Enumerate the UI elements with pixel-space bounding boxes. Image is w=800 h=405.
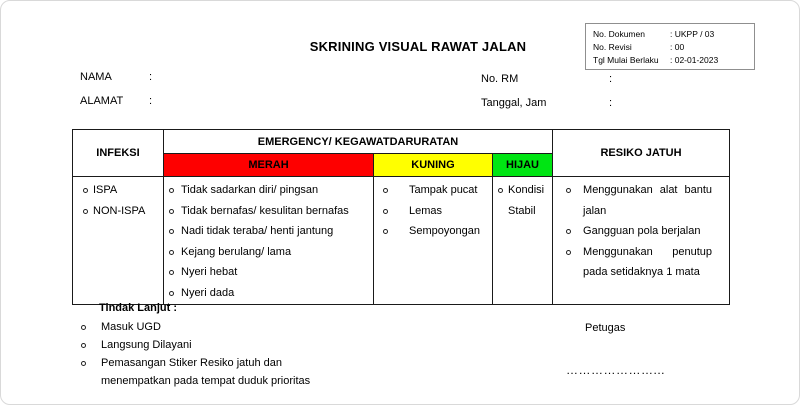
tindak-lanjut-list (81, 318, 401, 390)
checkbox-option (383, 180, 489, 201)
option-label: Menggunakan penutup pada setidaknya 1 mata (583, 245, 713, 279)
circle-bullet-icon (169, 250, 174, 255)
infeksi-options-cell (73, 177, 164, 305)
petugas-label: Petugas (585, 322, 626, 334)
option-label: Tidak sadarkan diri/ pingsan (181, 184, 319, 196)
screening-table (72, 129, 730, 305)
circle-bullet-icon (83, 188, 88, 193)
form-title: SKRINING VISUAL RAWAT JALAN (309, 39, 527, 54)
medical-record-label: No. RM (481, 73, 519, 85)
circle-bullet-icon (81, 361, 86, 366)
checkbox-option (81, 336, 401, 354)
option-label: Kejang berulang/ lama (181, 245, 292, 258)
doc-number-label: No. Dokumen (593, 29, 645, 39)
option-label: Kondisi Stabil (508, 184, 545, 217)
circle-bullet-icon (498, 188, 503, 193)
option-label: Masuk UGD (101, 321, 161, 333)
option-label: Pemasangan Stiker Resiko jatuh dan (101, 357, 282, 369)
kuning-options-cell (374, 177, 493, 305)
circle-bullet-icon (169, 209, 174, 214)
doc-info-row (593, 54, 748, 67)
checkbox-option (169, 201, 370, 222)
name-field (80, 71, 152, 83)
checkbox-option (81, 354, 401, 372)
effective-date-value: : 02-01-2023 (670, 54, 719, 65)
merah-options-cell (164, 177, 374, 305)
circle-bullet-icon (169, 291, 174, 296)
option-label: Lemas (409, 204, 443, 217)
option-label: Tampak pucat (409, 184, 478, 196)
checkbox-option (169, 221, 370, 242)
header-kuning: KUNING (374, 154, 493, 177)
checkbox-option (169, 262, 370, 283)
checkbox-option (169, 242, 370, 263)
checkbox-option (383, 221, 489, 242)
resiko-jatuh-options-cell (553, 177, 730, 305)
checkbox-option (383, 201, 489, 222)
circle-bullet-icon (566, 250, 571, 255)
circle-bullet-icon (383, 209, 388, 214)
option-label: ISPA (93, 184, 118, 196)
date-time-label: Tanggal, Jam (481, 97, 547, 109)
circle-bullet-icon (81, 325, 86, 330)
name-label: NAMA (80, 71, 112, 83)
checkbox-option (83, 201, 160, 222)
circle-bullet-icon (383, 188, 388, 193)
circle-bullet-icon (383, 229, 388, 234)
medical-record-field (481, 73, 612, 85)
option-label: Nyeri hebat (181, 266, 238, 279)
hijau-options-cell (493, 177, 553, 305)
signature-dotted-line: …………………... (566, 363, 666, 377)
header-infeksi: INFEKSI (73, 130, 164, 177)
checkbox-option (566, 180, 712, 221)
header-resiko-jatuh: RESIKO JATUH (553, 130, 730, 177)
circle-bullet-icon (566, 229, 571, 234)
header-merah: MERAH (164, 154, 374, 177)
checkbox-option (566, 242, 712, 283)
revision-number-value: : 00 (670, 41, 685, 52)
option-label: Sempoyongan (409, 225, 480, 238)
circle-bullet-icon (169, 229, 174, 234)
option-label: Nyeri dada (181, 286, 235, 299)
circle-bullet-icon (83, 209, 88, 214)
option-label: Gangguan pola berjalan (583, 225, 701, 238)
address-colon: : (149, 95, 153, 107)
revision-number-label: No. Revisi (593, 41, 632, 52)
address-label: ALAMAT (80, 95, 124, 107)
option-label: Langsung Dilayani (101, 339, 192, 351)
circle-bullet-icon (169, 188, 174, 193)
checkbox-option (169, 283, 370, 304)
header-hijau: HIJAU (493, 154, 553, 177)
header-emergency: EMERGENCY/ KEGAWATDARURATAN (164, 130, 553, 154)
circle-bullet-icon (566, 188, 571, 193)
checkbox-option (81, 318, 401, 336)
option-label: Tidak bernafas/ kesulitan bernafas (181, 204, 349, 217)
circle-bullet-icon (169, 270, 174, 275)
checkbox-option (169, 180, 370, 201)
date-time-field (481, 97, 612, 109)
checkbox-option (566, 221, 712, 242)
name-colon: : (149, 71, 153, 83)
checkbox-option (498, 180, 550, 221)
doc-number-value: : UKPP / 03 (670, 29, 715, 39)
checkbox-option (83, 180, 160, 201)
option-label: Menggunakan alat bantu jalan (583, 184, 713, 217)
circle-bullet-icon (81, 343, 86, 348)
option-continuation-line: menempatkan pada tempat duduk prioritas (101, 375, 311, 387)
effective-date-label: Tgl Mulai Berlaku (593, 54, 659, 65)
medical-record-colon: : (609, 73, 613, 85)
option-label: NON-ISPA (93, 204, 146, 217)
tindak-lanjut-heading: Tindak Lanjut : (99, 302, 178, 314)
date-time-colon: : (609, 97, 613, 109)
address-field (80, 95, 152, 107)
option-label: Nadi tidak teraba/ henti jantung (181, 225, 334, 238)
